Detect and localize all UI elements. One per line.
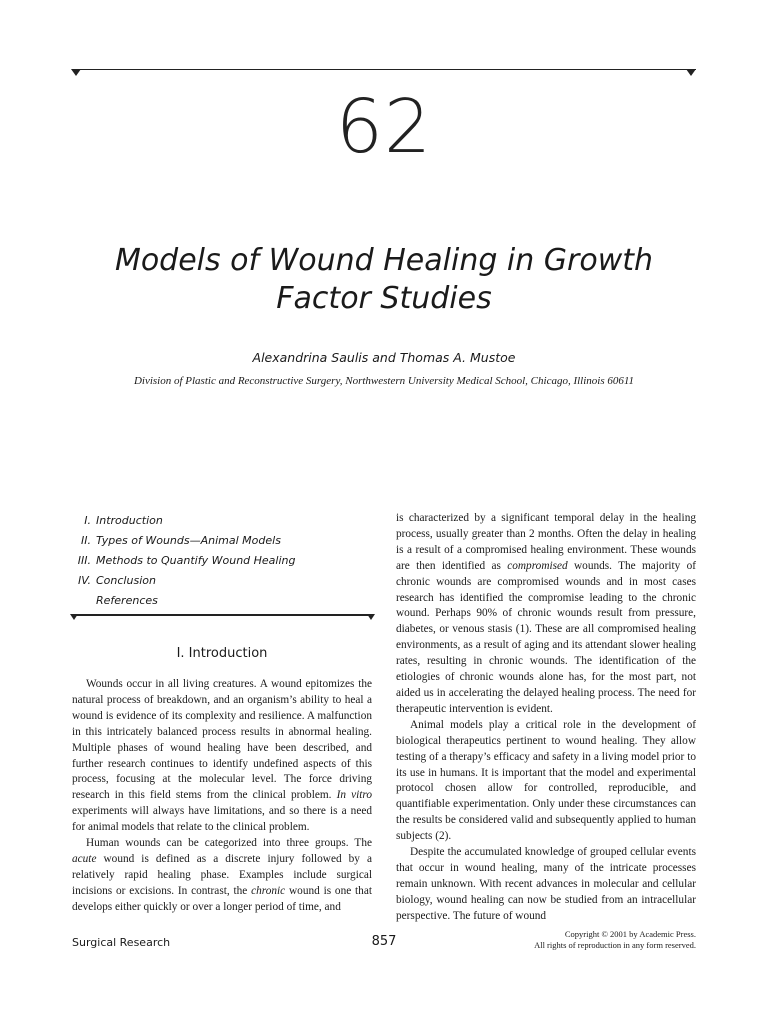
chapter-number: 62 — [335, 84, 433, 170]
paragraph: Human wounds can be categorized into three groups. The acute wound is defined as a discrete injury followed by a relatively rapid healing phase. Examples include surgical incisions or excisions. In contrast, the chronic wound is one that develops either quickly or over a longer period of time, and — [72, 837, 372, 913]
chapter-title: Models of Wound Healing in Growth Factor Studies — [114, 243, 654, 316]
toc-item-label: Introduction — [96, 514, 163, 527]
rule-marker-left — [71, 69, 81, 76]
top-rule — [72, 69, 696, 70]
page-number: 857 — [371, 934, 397, 949]
footer-journal-title: Surgical Research — [72, 936, 171, 949]
toc-rule-marker-left — [70, 614, 78, 620]
authors: Alexandrina Saulis and Thomas A. Mustoe — [252, 350, 516, 365]
toc-rule — [72, 614, 372, 616]
toc-item-label: Conclusion — [96, 574, 156, 587]
paragraph: Animal models play a critical role in the development of biological therapeutics pertinent to wound healing. They allow testing of a therapy’s efficacy and safety in a living model prior to its use in humans. It is important that the model and experimental protocol chosen allow for controlled, reproducible, and quantifiable experimentation. Only under these circumstances can the results be considered valid and subsequently applied to human subjects (2). — [396, 718, 696, 843]
copyright-line: All rights of reproduction in any form reserved. — [534, 940, 696, 950]
toc-item[interactable] — [60, 551, 372, 571]
toc-item-number: IV. — [77, 574, 91, 587]
table-of-contents — [60, 511, 372, 611]
copyright-notice — [534, 929, 696, 951]
section-heading: I. Introduction — [176, 646, 268, 661]
toc-item[interactable] — [60, 511, 372, 531]
rule-marker-right — [686, 69, 696, 76]
toc-rule-marker-right — [367, 614, 375, 620]
toc-item-number: II. — [81, 534, 91, 547]
toc-item-label: Types of Wounds—Animal Models — [96, 534, 281, 547]
toc-item-label: Methods to Quantify Wound Healing — [96, 554, 296, 567]
paragraph: is characterized by a significant temporal delay in the healing process, usually greater than 2 months. Often the delay in healing is a result of a compromised healing environment. These wounds are then identified as compromised wounds. The majority of chronic wounds are compromised wounds and in most cases research has identified the compromise leading to the chronic wound. Perhaps 90% of chronic wounds result from pressure, diabetes, or venous stasis (1). These are all compromised healing environments, as a result of aging and its attendant slower healing rates, resulting in chronic wounds. The identification of the etiologies of chronic wounds alone has, for the most part, not aided us in accelerating the delayed healing process. The need for therapeutic intervention is evident. — [396, 512, 696, 715]
left-column — [72, 677, 372, 916]
right-column — [396, 511, 696, 925]
toc-item-label: References — [96, 594, 158, 607]
toc-item[interactable] — [60, 591, 372, 611]
paragraph: Wounds occur in all living creatures. A wound epitomizes the natural process of breakdown, and an organism’s ability to heal a wound is evidence of its complexity and resilience. A malfunction in this intricately balanced process results in abnormal healing. Multiple phases of wound healing have been described, and further research continues to identify undefined aspects of this process, focusing at the molecular level. The force driving research in this field stems from the clinical problem. In vitro experiments will always have limitations, and so there is a need for animal models that relate to the clinical problem. — [72, 678, 372, 834]
toc-item[interactable] — [60, 571, 372, 591]
affiliation: Division of Plastic and Reconstructive Surgery, Northwestern University Medical School, Chicago, Illinois 60611 — [133, 375, 635, 387]
paragraph: Despite the accumulated knowledge of grouped cellular events that occur in wound healing, many of the intricate processes remain unknown. With recent advances in molecular and cellular biology, wound healing can now be studied from an intracellular perspective. The future of wound — [396, 846, 696, 922]
toc-item-number: I. — [84, 514, 91, 527]
copyright-line: Copyright © 2001 by Academic Press. — [564, 929, 696, 939]
toc-item[interactable] — [60, 531, 372, 551]
toc-item-number: III. — [77, 554, 91, 567]
